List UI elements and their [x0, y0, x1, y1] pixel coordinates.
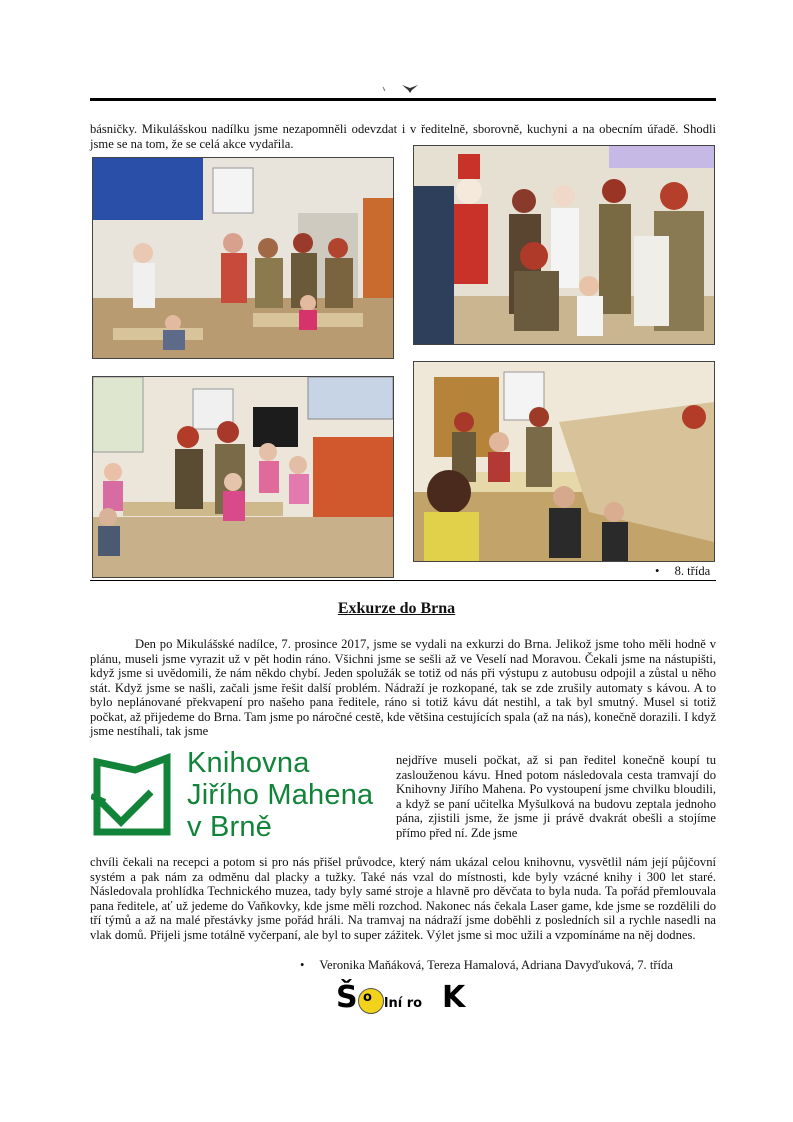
book-icon	[91, 752, 173, 840]
article-paragraph-side: nejdříve museli počkat, až si pan ředitel konečně koupí tu zaslouženou kávu. Hned potom následovala cesta tramvají do Knihovny Jiřího Mahena. Po vystoupení jsme chvilku bloudili, a když se paní učitelka Myšulková na budovu zeptala jednoho pána, zjistili jsme, že jsme ji právě dvakrát obešli a stojíme přímo před ní. Zde jsme	[396, 753, 716, 840]
library-logo	[91, 747, 381, 843]
article-title: Exkurze do Brna	[337, 600, 456, 617]
header-ornament	[380, 82, 420, 94]
photo-st-nicholas-group	[413, 145, 715, 345]
article-authors: • Veronika Maňáková, Tereza Hamalová, Adriana Davyďuková, 7. třída	[300, 958, 673, 973]
photo-classroom-poster	[413, 361, 715, 562]
article-paragraph-bottom: chvíli čekali na recepci a potom si pro nás přišel průvodce, který nám ukázal celou knihovnu, vysvětlil nám její půjčovní systém a pak nám za odměnu dal placky a tužky. Také nás vzal do místnosti, kde byly vzácné knihy i 300 let staré. Následovala prohlídka Technického muzea, tady byly samé stroje a hlavně pro děvčata to byla nuda. Ta pořád přemlouvala pana ředitele, ať už jedeme do Vaňkovky, kde jsme měli rozchod. Nakonec nás čekala Laser game, kde jsme se rozdělili do tří týmů a až na malé přestávky jsme pořád hráli. Na tramvaj na nádraží jsme doběhli z posledních sil a rychle nasedli na vlak domů. Přijeli jsme totálně vyčerpaní, ale byl to super zážitek. Výlet jsme si moc užili a vzpomínáme na něj dodnes.	[90, 855, 716, 942]
photo-classroom-map	[92, 376, 394, 578]
article-paragraph-top: Den po Mikulášské nadílce, 7. prosince 2017, jsme se vydali na exkurzi do Brna. Jelikož jsme toho měli hodně v plánu, museli jsme vyrazit už v pět hodin ráno. Všichni jsme se sešli až ve Veselí nad Moravou. Čekali jsme na nástupišti, když jsme si uvědomili, že nám někdo chybí. Jeden spolužák se totiž od nás při výstupu z autobusu odpojil a zůstal u něho stát. Když jsme se našli, začali jsme řešit další problém. Nádraží je rozkopané, tak se zde zrušily automaty s kávou. A to bylo neplánované překvapení pro našeho pana ředitele, ráno si totiž kávu dát nestihl, a tak byl smutný. Musel si totiž počkat, až přijedeme do Brna. Tam jsme po náročné cestě, kde většina cestujících spala (až na nás), konečně dorazili. I když jsme nestíhali, tak jsme	[90, 637, 716, 738]
header-rule	[90, 98, 716, 101]
library-logo-line3: v Brně	[187, 811, 273, 843]
photo-caption: • 8. třída	[655, 564, 710, 579]
footer-logo: Š o lní ro K	[336, 980, 466, 1015]
library-logo-line1: Knihovna	[187, 747, 310, 779]
photo-classroom-devils	[92, 157, 394, 359]
caption-rule	[90, 580, 716, 581]
intro-paragraph: básničky. Mikulášskou nadílku jsme nezapomněli odevzdat i v ředitelně, sborovně, kuchyni a na obecním úřadě. Shodli jsme se na tom, že se celá akce vydařila.	[90, 122, 716, 151]
library-logo-line2: Jiřího Mahena	[187, 779, 374, 811]
